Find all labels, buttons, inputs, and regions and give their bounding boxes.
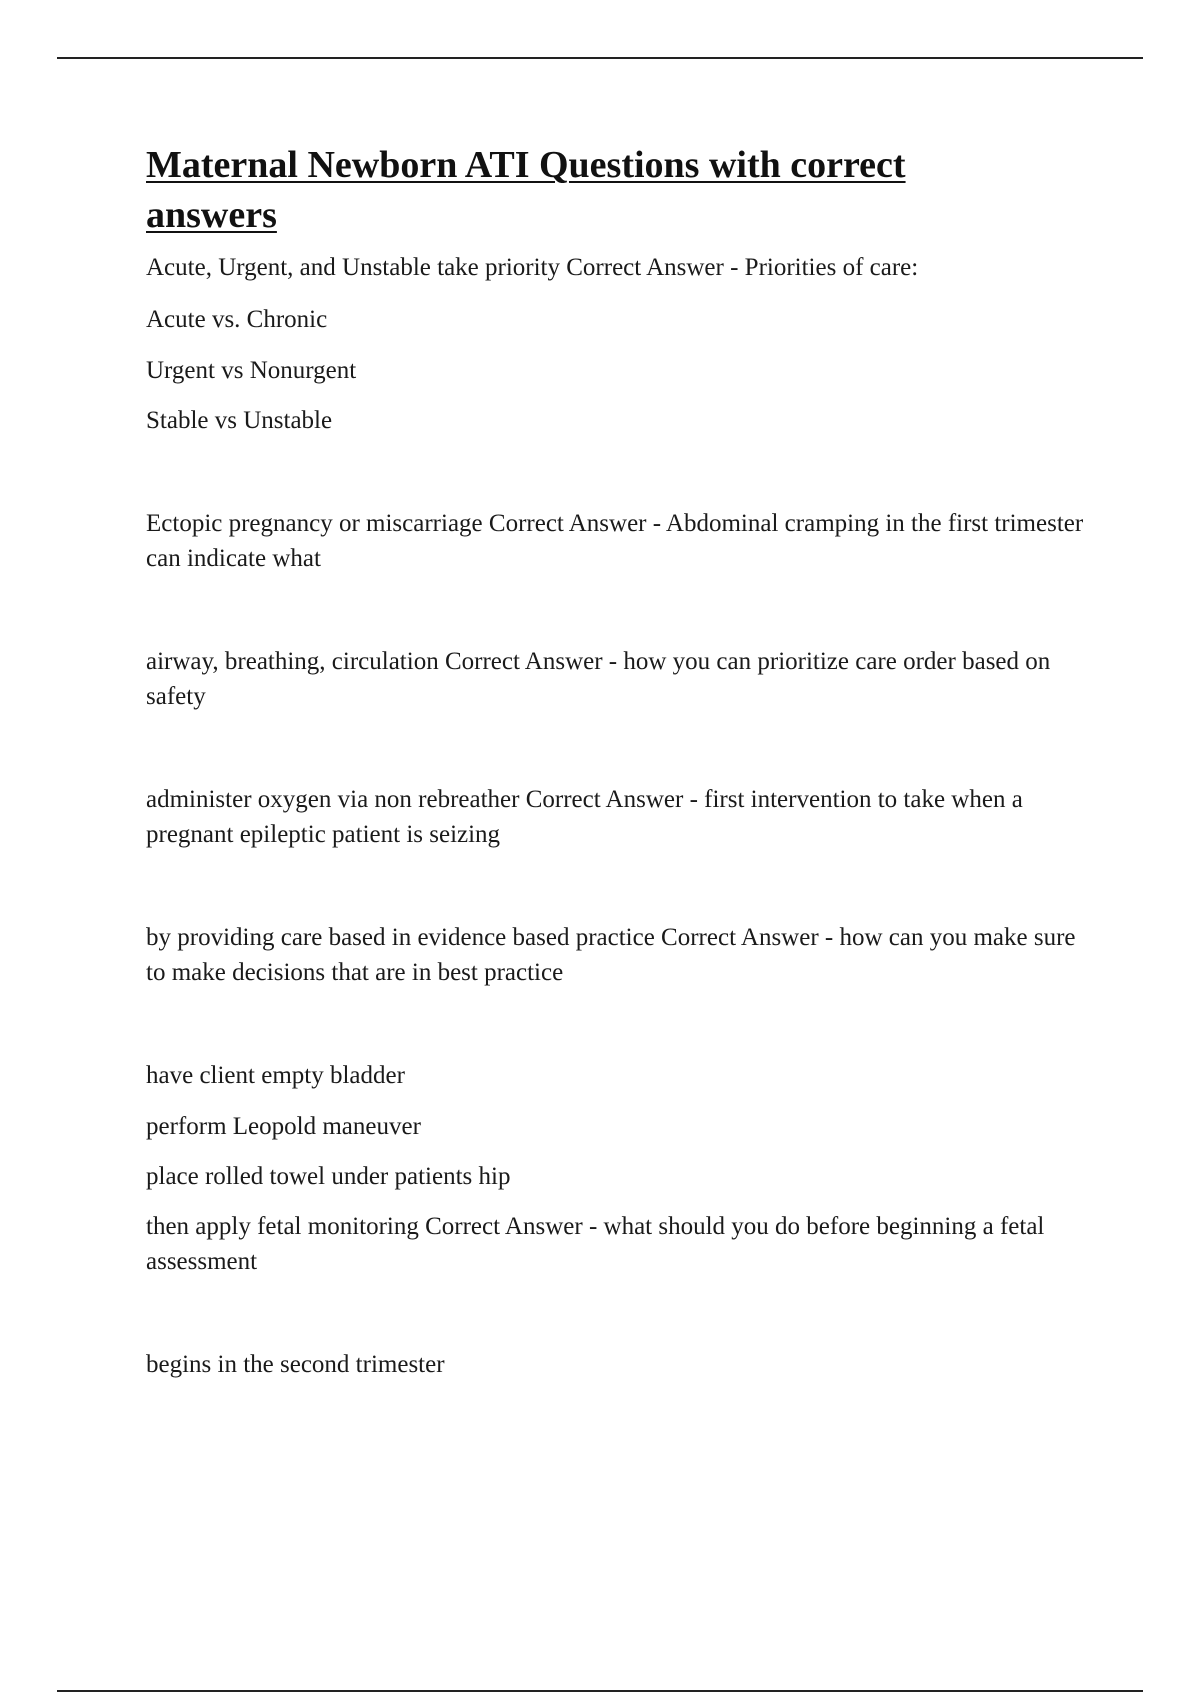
entry-line: Acute vs. Chronic (146, 306, 328, 333)
qa-entry (146, 644, 1096, 714)
qa-entry (146, 1347, 1096, 1382)
document-body (146, 140, 1096, 1382)
entry-text: then apply fetal monitoring Correct Answer - what should you do before beginning a fetal assessment (146, 1213, 1045, 1275)
entry-text: administer oxygen via non rebreather Correct Answer - first intervention to take when a pregnant epileptic patient is seizing (146, 786, 1023, 848)
entry-line: Urgent vs Nonurgent (146, 357, 357, 384)
qa-entry (146, 920, 1096, 990)
entry-text: Ectopic pregnancy or miscarriage Correct Answer - Abdominal cramping in the first trimester can indicate what (146, 510, 1084, 572)
entry-line: Acute, Urgent, and Unstable take priority Correct Answer - Priorities of care: (146, 254, 919, 281)
entry-text: by providing care based in evidence based practice Correct Answer - how can you make sure to make decisions that are in best practice (146, 924, 1076, 986)
document-title (146, 140, 1096, 240)
qa-entry (146, 1058, 1096, 1279)
entry-line: Stable vs Unstable (146, 407, 333, 434)
header-rule (57, 57, 1143, 59)
entry-line: have client empty bladder (146, 1062, 405, 1089)
title-line-1: Maternal Newborn ATI Questions with correct (146, 144, 906, 186)
qa-entry (146, 250, 1096, 438)
entry-line: begins in the second trimester (146, 1351, 445, 1378)
qa-entry (146, 782, 1096, 852)
title-line-2: answers (146, 194, 277, 236)
entry-line: place rolled towel under patients hip (146, 1163, 511, 1190)
qa-entry (146, 506, 1096, 576)
entry-line: perform Leopold maneuver (146, 1113, 421, 1140)
entry-text: airway, breathing, circulation Correct Answer - how you can prioritize care order based on safety (146, 648, 1051, 710)
footer-rule (57, 1690, 1143, 1692)
